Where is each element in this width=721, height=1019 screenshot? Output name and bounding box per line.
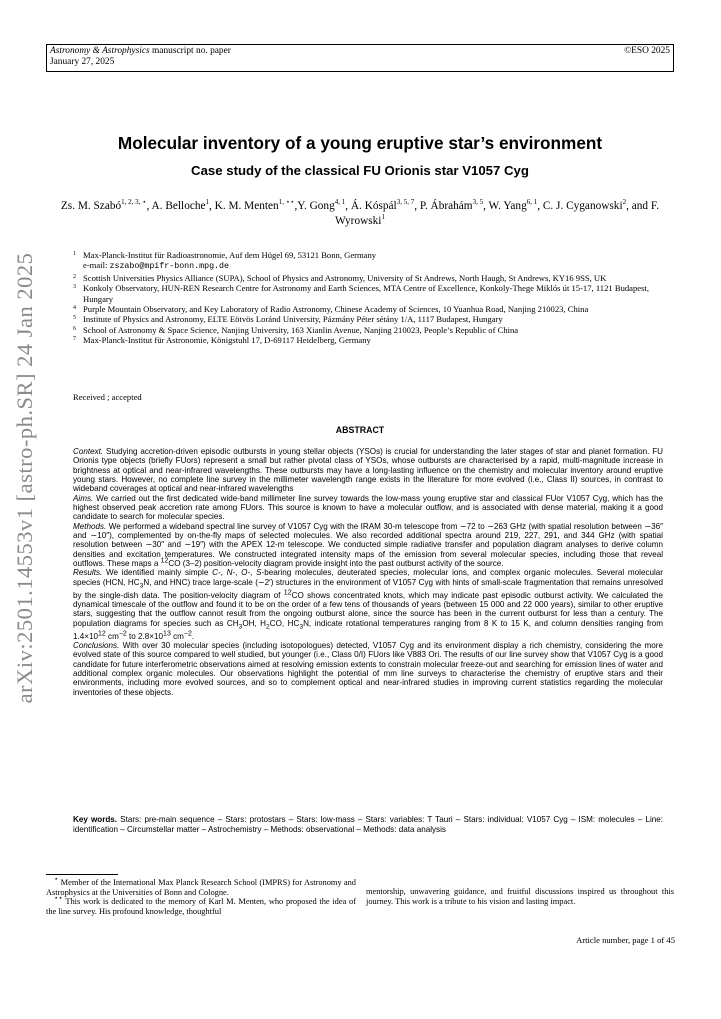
results-text: N, indicate rotational temperatures ranging from 8 K to 15 K, and column densities ranging from 1.4×10 bbox=[73, 618, 664, 641]
author-name: , P. Ábrahám bbox=[414, 200, 473, 212]
author-name: , W. Yang bbox=[483, 200, 527, 212]
subscript: 2 bbox=[266, 623, 270, 631]
results-text: CO, HC bbox=[269, 618, 300, 628]
affiliation-text: Purple Mountain Observatory, and Key Laboratory of Radio Astronomy, Chinese Academy of Sciences, 10 Yuanhua Road, Nanjing 210023, China bbox=[83, 304, 589, 315]
subscript: 3 bbox=[299, 623, 304, 631]
affiliation-number: 2 bbox=[73, 273, 76, 280]
journal-name: Astronomy & Astrophysics bbox=[50, 46, 150, 56]
affiliation-item bbox=[73, 283, 663, 304]
author-affil-marker: 1, ⋆⋆ bbox=[278, 198, 295, 207]
affiliation-item bbox=[73, 304, 663, 314]
results-label: Results. bbox=[73, 568, 103, 578]
email-address[interactable]: zszabo@mpifr-bonn.mpg.de bbox=[109, 262, 229, 272]
isotope-superscript: 12 bbox=[160, 557, 169, 565]
affiliation-number: 6 bbox=[73, 325, 76, 332]
keywords-text: Stars: pre-main sequence – Stars: protostars – Stars: low-mass – Stars: variables: T Tauri – Stars: individual: V1057 Cyg – ISM: molecules – Line: identification – Circumstellar matter – Astrochemistry – Methods: observational – Methods: data analysis bbox=[73, 815, 663, 834]
aims-text: We carried out the first dedicated wide-band millimeter line survey towards the low-mass young eruptive star and classical FUor V1057 Cyg, which has the highest observed peak accretion rate among FUors. This source is known to have a molecular outflow, and is associated with dense material, making it a good candidate to search for molecular species. bbox=[73, 493, 663, 522]
footnote-marker: ⋆⋆ bbox=[54, 894, 63, 903]
abstract-conclusions bbox=[73, 641, 663, 697]
exponent: 12 bbox=[97, 630, 106, 638]
results-text: to 2.8×10 bbox=[126, 631, 164, 641]
author-affil-marker: 3, 5, 7 bbox=[396, 198, 415, 207]
exponent: −2 bbox=[183, 630, 192, 638]
affiliation-number: 4 bbox=[73, 305, 76, 312]
results-text: cm bbox=[170, 631, 184, 641]
results-text: S- bbox=[256, 568, 265, 578]
footnote-item bbox=[46, 894, 356, 916]
affiliation-email-line bbox=[73, 260, 663, 272]
footnotes bbox=[46, 875, 356, 916]
author-name: , and F. Wyrowski bbox=[335, 200, 660, 227]
isotope-superscript: 12 bbox=[283, 589, 292, 597]
results-text: We identified mainly simple bbox=[102, 568, 213, 578]
results-text: C- bbox=[212, 568, 221, 578]
affiliation-number: 3 bbox=[73, 284, 76, 291]
abstract-methods bbox=[73, 522, 663, 569]
exponent: −2 bbox=[118, 630, 127, 638]
keywords bbox=[73, 815, 663, 834]
affiliation-item bbox=[73, 335, 663, 345]
author-name: ,Y. Gong bbox=[294, 200, 335, 212]
author-affil-marker: 3, 5 bbox=[472, 198, 484, 207]
affiliation-item bbox=[73, 325, 663, 335]
manuscript-label: manuscript no. paper bbox=[149, 46, 231, 56]
results-text: CO shows concentrated knots, which may indicate past episodic outburst activity. We calculated the dynamical timescale of the outflow and found it to be on the order of a few tens of thousands of years (between 15 000 and 22 000 years), similar to other eruptive stars, suggesting that the outflow cannot result from the ongoing outburst alone, since the source has been in the current outburst for less than a century. The population diagrams for species such as CH bbox=[73, 590, 664, 628]
arxiv-identifier-stamp: arXiv:2501.14553v1 [astro-ph.SR] 24 Jan 2025 bbox=[12, 252, 37, 704]
exponent: 13 bbox=[163, 630, 171, 638]
footnote-text: This work is dedicated to the memory of Karl M. Menten, who proposed the idea of the line survey. His profound knowledge, thoughtful bbox=[46, 897, 356, 916]
results-text: . bbox=[191, 631, 195, 641]
methods-text: We performed a wideband spectral line survey of V1057 Cyg with the IRAM 30-m telescope from ∼72 to ∼263 GHz (with spatial resolution between ∼36″ and ∼10″), complemented by on-the-fly maps of selected molecules. We also recorded additional spectra around 219, 227, 291, and 344 GHz (with spatial resolution between ∼30″ and ∼19″) with the APEX 12-m telescope. We conducted simple radiative transfer and population diagram analyses to derive column densities and excitation temperatures. We constructed integrated intensity maps of the emission from several molecular species, including those that reveal outflows. These maps a bbox=[73, 521, 663, 569]
affiliation-item bbox=[73, 250, 663, 260]
methods-label: Methods. bbox=[73, 521, 107, 531]
manuscript-date: January 27, 2025 bbox=[50, 57, 115, 67]
journal-line bbox=[50, 46, 670, 57]
abstract-aims bbox=[73, 494, 663, 522]
results-text: bearing molecules, deuterated species, molecular ions, and complex organic molecules. Several molecular species (HCN, HC bbox=[73, 568, 663, 587]
results-text: , bbox=[220, 568, 227, 578]
conclusions-label: Conclusions. bbox=[73, 641, 120, 651]
paper-subtitle: Case study of the classical FU Orionis star V1057 Cyg bbox=[191, 163, 529, 178]
affiliation-text: Institute of Physics and Astronomy, ELTE Eötvös Loránd University, Pázmány Péter sétány 1/A, 1117 Budapest, Hungary bbox=[83, 314, 503, 325]
affiliation-text: Max-Planck-Institut für Astronomie, Königstuhl 17, D-69117 Heidelberg, Germany bbox=[83, 335, 371, 346]
results-text: cm bbox=[105, 631, 119, 641]
affiliation-item bbox=[73, 314, 663, 324]
abstract-body bbox=[73, 447, 663, 697]
eso-copyright: ©ESO 2025 bbox=[624, 46, 670, 56]
subscript: 3 bbox=[238, 623, 243, 631]
author-affil-marker: 1 bbox=[381, 213, 385, 222]
affiliation-text: Scottish Universities Physics Alliance (SUPA), School of Physics and Astronomy, University of St Andrews, North Haugh, St Andrews, KY16 9SS, UK bbox=[83, 272, 607, 283]
author-list bbox=[58, 199, 662, 229]
conclusions-text: With over 30 molecular species (including isotopologues) detected, V1057 Cyg and its environment display a rich chemistry, considering the more evolved state of this source compared to well studied, but younger (i.e., Class 0/I) FUors like V883 Ori. The results of our line survey show that V1057 Cyg is a good candidate for future interferometric observations aimed at resolving emission extents to constrain molecular freeze-out and searching for emission lines of water and additional complex organic molecules. Our observations highlight the potential of mm line surveys to characterise the chemistry of eruptive stars and their environments, including more evolved sources, and so to complement optical and near-infrared studies in improving current statistics regarding the molecular inventories of these objects. bbox=[73, 641, 663, 697]
author-name: , A. Belloche bbox=[146, 200, 206, 212]
author-affil-marker: 6, 1 bbox=[526, 198, 538, 207]
author-name: , K. M. Menten bbox=[209, 200, 279, 212]
context-label: Context. bbox=[73, 447, 104, 456]
received-accepted-line: Received ; accepted bbox=[73, 392, 142, 402]
methods-text: CO (3–2) position-velocity diagram provide insight into the past outburst activity of the source. bbox=[168, 559, 504, 569]
results-text: OH, H bbox=[242, 618, 267, 628]
affiliation-text: School of Astronomy & Space Science, Nanjing University, 163 Xianlin Avenue, Nanjing 210023, People’s Republic of China bbox=[83, 324, 519, 335]
affiliation-text: Konkoly Observatory, HUN-REN Research Centre for Astronomy and Earth Sciences, MTA Centre of Excellence, Konkoly-Thege Miklós út 15-17, 1121 Budapest, Hungary bbox=[83, 283, 649, 304]
abstract-heading: ABSTRACT bbox=[335, 425, 385, 435]
context-text: Studying accretion-driven episodic outbursts in young stellar objects (YSOs) is crucial for understanding the later stages of star and planet formation. FU Orionis type objects (briefly FUors) represent a small but rather pivotal class of YSOs, whose outbursts are characterised by a rapid, multi-magnitude increase in brightness at optical and near-infrared wavelengths. These outbursts may have a long-lasting influence on the chemistry and molecular inventory around eruptive young stars. However, no complete line survey in the millimeter wavelength range exists in the literature for more evolved (i.e., Class II) sources, in contrast to wideband coverages at optical and near-infrared wavelengths bbox=[73, 447, 663, 494]
aims-label: Aims. bbox=[73, 493, 94, 503]
results-text: O- bbox=[241, 568, 251, 578]
footnote-continuation: mentorship, unwavering guidance, and fruitful discussions inspired us throughout this journey. This work is a tribute to his vision and lasting impact. bbox=[366, 887, 674, 906]
results-text: , bbox=[235, 568, 242, 578]
abstract-context bbox=[73, 447, 663, 494]
author-affil-marker: 1 bbox=[205, 198, 210, 207]
author-affil-marker: 2 bbox=[622, 198, 627, 207]
affiliation-number: 5 bbox=[73, 315, 76, 322]
affiliation-list bbox=[73, 250, 663, 346]
author-name: , C. J. Cyganowski bbox=[537, 200, 623, 212]
affiliation-number: 7 bbox=[73, 336, 76, 343]
page-number: Article number, page 1 of 45 bbox=[576, 935, 675, 945]
author-name: Zs. M. Szabó bbox=[60, 200, 122, 212]
affiliation-item bbox=[73, 273, 663, 283]
footnote-item bbox=[46, 875, 356, 897]
paper-title: Molecular inventory of a young eruptive star’s environment bbox=[117, 133, 603, 153]
results-text: , bbox=[250, 568, 257, 578]
email-label: e-mail: bbox=[83, 260, 110, 271]
affiliation-text: Max-Planck-Institut für Radioastronomie, Auf dem Hügel 69, 53121 Bonn, Germany bbox=[83, 250, 377, 260]
keywords-label: Key words. bbox=[73, 815, 118, 824]
abstract-results bbox=[73, 568, 663, 641]
author-affil-marker: 4, 1 bbox=[334, 198, 346, 207]
results-text: N, and HNC) trace large-scale (∼2′) structures in the environment of V1057 Cyg with hints of small-scale fragmentation that remains unresolved by the single-dish data. The position-velocity diagram of bbox=[73, 577, 663, 600]
footnote-text: Member of the International Max Planck Research School (IMPRS) for Astronomy and Astrophysics at the Universities of Bonn and Cologne. bbox=[46, 878, 356, 897]
author-name: , Á. Kóspál bbox=[345, 200, 397, 212]
author-affil-marker: 1, 2, 3, ⋆ bbox=[121, 198, 147, 207]
subscript: 3 bbox=[139, 582, 144, 590]
affiliation-number: 1 bbox=[73, 251, 76, 257]
results-text: N- bbox=[226, 568, 236, 578]
footnote-marker: ⋆ bbox=[54, 875, 59, 884]
journal-header-box bbox=[46, 44, 674, 72]
